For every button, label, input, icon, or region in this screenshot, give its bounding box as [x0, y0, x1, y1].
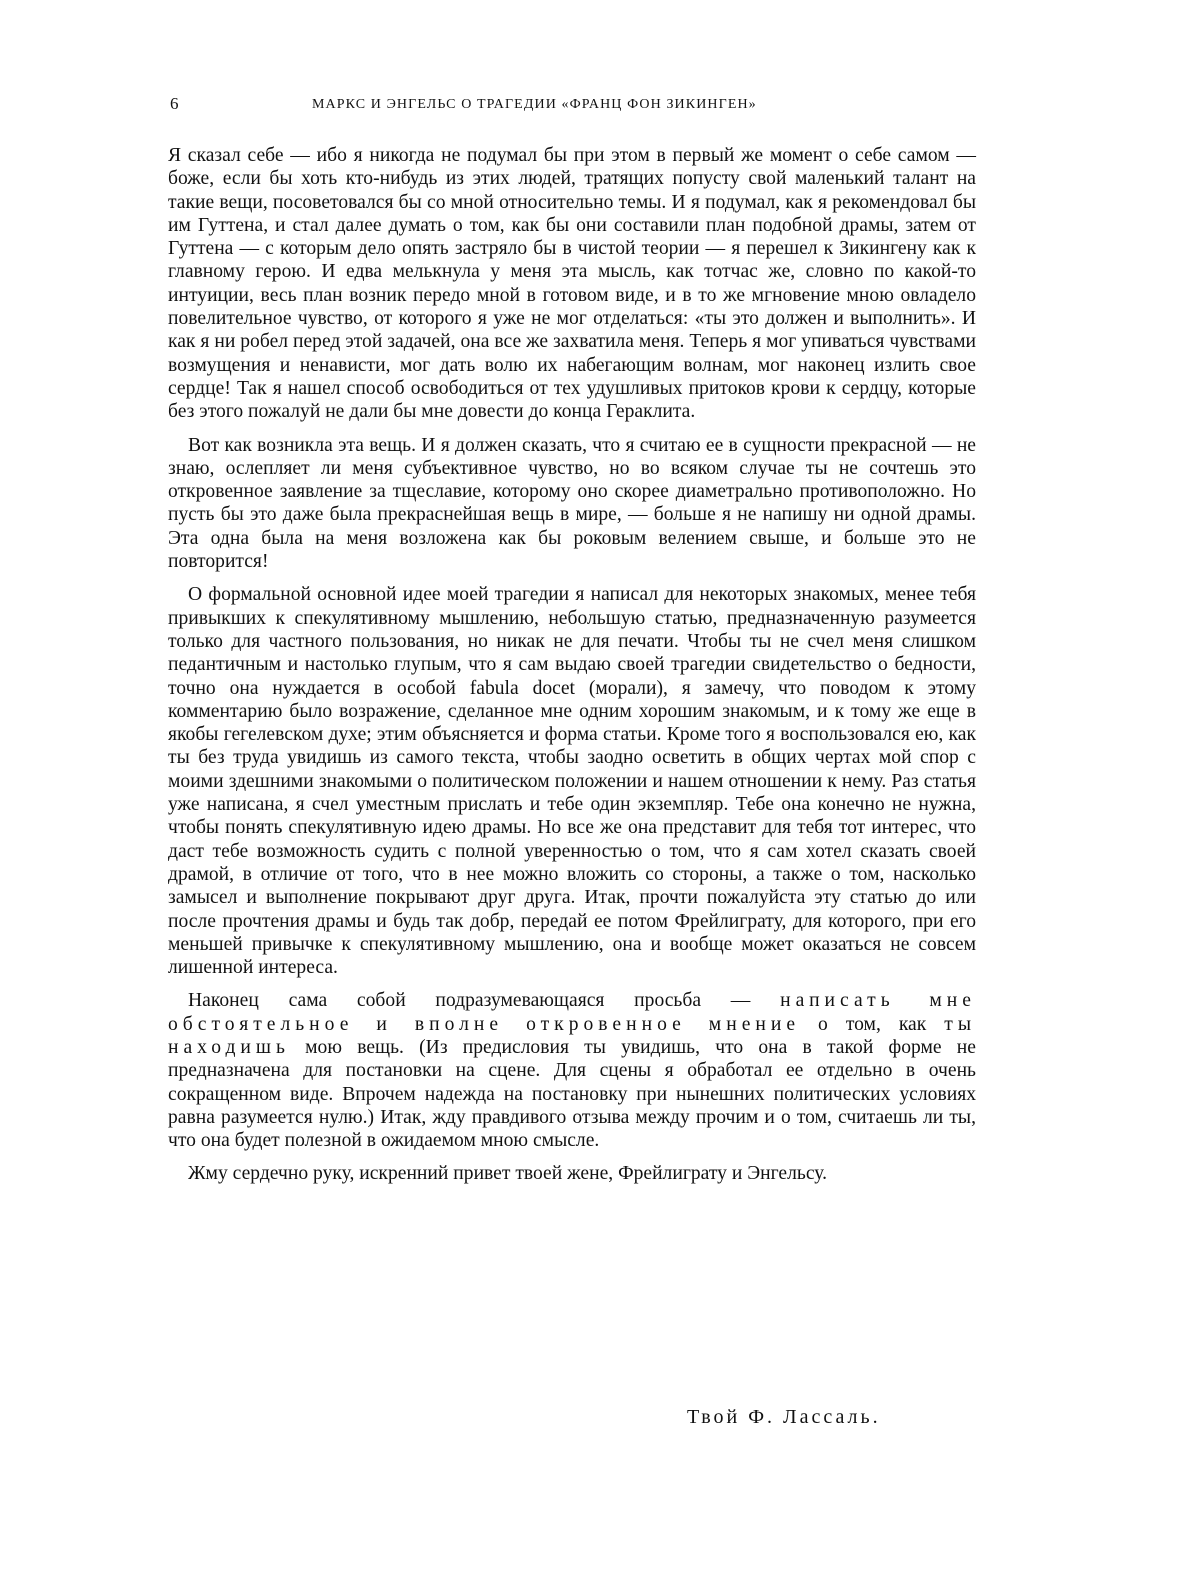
paragraph-4-middle: о том, как [800, 1013, 945, 1035]
page-number: 6 [170, 94, 179, 113]
paragraph-4-lead: Наконец сама собой подразумевающаяся просьба — [188, 990, 781, 1012]
running-head: МАРКС И ЭНГЕЛЬС О ТРАГЕДИИ «ФРАНЦ ФОН ЗИКИНГЕН» [312, 97, 757, 112]
paragraph-4-emphasis-2: ты находишь [168, 1013, 976, 1058]
paragraph-3: О формальной основной идее моей трагедии я написал для некоторых знакомых, менее тебя привыкших к спекулятивному мышлению, небольшую статью, предназначенную разумеется только для частного пользования, но никак не для печати. Чтобы ты не счел меня слишком педантичным и настолько глупым, что я сам выдаю своей трагедии свидетельство о бедности, точно она нуждается в особой fabula docet (морали), я замечу, что поводом к этому комментарию было возражение, сделанное мне одним хорошим знакомым, и к тому же еще в якобы гегелевском духе; этим объясняется и форма статьи. Кроме того я воспользовался ею, как ты без труда увидишь из самого текста, чтобы заодно осветить в общих чертах мой спор с моими здешними знакомыми о политическом положении и нашем отношении к нему. Раз статья уже написана, я счел уместным прислать и тебе один экземпляр. Тебе она конечно не нужна, чтобы понять спекулятивную идею драмы. Но все же она представит для тебя тот интерес, что даст тебе возможность судить с полной уверенностью о том, что я сам хотел сказать своей драмой, в отличие от того, что в нее можно вложить со стороны, а также о том, насколько замысел и выполнение покрывают друг друга. Итак, прочти пожалуйста эту статью до или после прочтения драмы и будь так добр, передай ее потом Фрейлиграту, для которого, при его меньшей привычке к спекулятивному мышлению, она и вообще может оказаться не совсем лишенной интереса. [168, 584, 976, 979]
paragraph-4-rest: мою вещь. (Из предисловия ты увидишь, что она в такой форме не предназначена для постановки на сцене. Для сцены я обработал ее отдельно в очень сокращенном виде. Впрочем надежда на постановку при нынешних политических условиях равна разумеется нулю.) Итак, жду правдивого отзыва между прочим и о том, считаешь ли ты, что она будет полезной в ожидаемом мною смысле. [168, 1036, 976, 1152]
signature: Твой Ф. Лассаль. [687, 1406, 881, 1428]
letter-body [168, 144, 976, 1186]
paragraph-1: Я сказал себе — ибо я никогда не подумал бы при этом в первый же момент о себе самом — боже, если бы хоть кто-нибудь из этих людей, тратящих попусту свой маленький талант на такие вещи, посоветовался бы со мной относительно темы. И я подумал, как я рекомендовал бы им Гуттена, и стал далее думать о том, как бы они составили план подобной драмы, затем от Гуттена — с которым дело опять застряло бы в чистой теории — я перешел к Зикингену как к главному герою. И едва мелькнула у меня эта мысль, как тотчас же, словно по какой-то интуиции, весь план возник передо мной в готовом виде, и в то же мгновение мною овладело повелительное чувство, от которого я уже не мог отделаться: «ты это должен и выполнить». И как я ни робел перед этой задачей, она все же захватила меня. Теперь я мог упиваться чувствами возмущения и ненависти, мог дать волю их набегающим волнам, мог наконец излить свое сердце! Так я нашел способ освободиться от тех удушливых притоков крови к сердцу, которые без этого пожалуй не дали бы мне довести до конца Гераклита. [168, 145, 976, 423]
paragraph-2: Вот как возникла эта вещь. И я должен сказать, что я считаю ее в сущности прекрасной — не знаю, ослепляет ли меня субъективное чувство, но во всяком случае ты не сочтешь это откровенное заявление за тщеславие, которому оно скорее диаметрально противоположно. Но пусть бы это даже была прекраснейшая вещь в мире, — больше я не напишу ни одной драмы. Эта одна была на меня возложена как бы роковым велением свыше, и больше это не повторится! [168, 434, 976, 573]
paragraph-5: Жму сердечно руку, искренний привет твоей жене, Фрейлиграту и Энгельсу. [188, 1163, 828, 1185]
paragraph-4 [168, 989, 976, 1152]
paragraph-4-emphasis-1: написать мне обстоятельное и вполне откровенное мнение [168, 990, 976, 1035]
